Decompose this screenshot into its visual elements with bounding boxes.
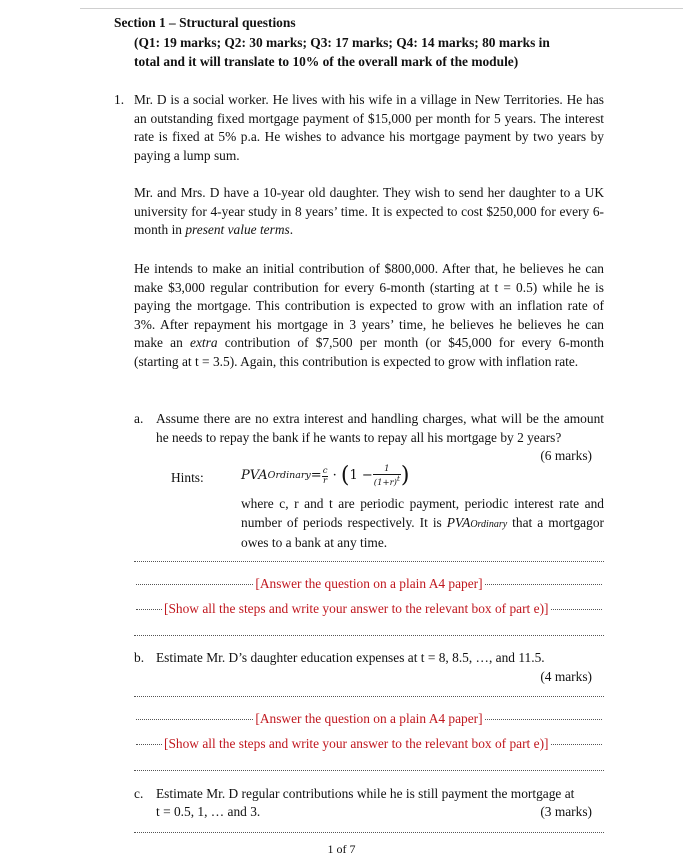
marks-line-1: (Q1: 19 marks; Q2: 30 marks; Q3: 17 marks; Q4: 14 marks; 80 marks in <box>134 35 550 50</box>
marks-line-2: total and it will translate to 10% of the overall mark of the module) <box>134 54 519 69</box>
part-b-marks: (4 marks) <box>540 669 592 684</box>
question-paragraph-3: He intends to make an initial contribution of $800,000. After that, he believes he can make $3,000 regular contribution for every 6-month (starting at t = 0.5) while he is paying the mortgage. This contribution is expected to grow with an inflation rate of 3%. After repayment his mortgage in 3 years’ time, he believes he believes he can make an extra contribution of $7,500 per month (or $45,000 for every 6-month (starting at t = 3.5). Again, this contribution is expected to grow with inflation rate. <box>134 261 604 369</box>
part-a-text: Assume there are no extra interest and handling charges, what will be the amount he needs to repay the bank if he wants to repay all his mortgage by 2 years? <box>156 411 604 445</box>
answer-line <box>134 635 604 636</box>
section-title: Section 1 – Structural questions <box>114 15 296 30</box>
question-paragraph-2: Mr. and Mrs. D have a 10-year old daughter. They wish to send her daughter to a UK university for 4-year study in 8 years’ time. It is expected to cost $250,000 for every 6-month in present value terms. <box>134 185 604 238</box>
answer-line <box>134 561 604 562</box>
part-c-text-line-2: t = 0.5, 1, … and 3. <box>156 804 261 819</box>
answer-line <box>134 832 604 833</box>
hint-explanation: where c, r and t are periodic payment, periodic interest rate and number of periods respectively. It is PVAOrdinary that a mortgagor owes to a bank at any time. <box>241 496 604 551</box>
part-c-label: c. <box>134 786 144 801</box>
part-c-marks: (3 marks) <box>540 804 592 819</box>
part-a-label: a. <box>134 411 144 426</box>
answer-line <box>134 696 604 697</box>
hints-label: Hints: <box>171 470 204 485</box>
question-paragraph-1: Mr. D is a social worker. He lives with his wife in a village in New Territories. He has an outstanding fixed mortgage payment of $15,000 per month for 5 years. The interest rate is fixed at 5% p.a. He wishes to advance his mortgage payment by two years by paying a lump sum. <box>134 92 604 163</box>
part-b-text: Estimate Mr. D’s daughter education expenses at t = 8, 8.5, …, and 11.5. <box>156 650 545 665</box>
page-number: 1 of 7 <box>327 842 356 856</box>
question-number: 1. <box>114 92 125 107</box>
steps-instruction-line: [Show all the steps and write your answer to the relevant box of part e)] <box>134 600 604 619</box>
page-top-border <box>80 8 683 9</box>
part-b-label: b. <box>134 650 145 665</box>
steps-instruction-line: [Show all the steps and write your answer to the relevant box of part e)] <box>134 735 604 754</box>
answer-instruction-line: [Answer the question on a plain A4 paper] <box>134 575 604 594</box>
answer-instruction-line: [Answer the question on a plain A4 paper] <box>134 710 604 729</box>
pva-formula: PVA Ordinary = $\frac{c}{r}$ · ( 1 − $\frac{1}{(1+r)^t}$ ) <box>241 462 410 488</box>
part-c-text-line-1: Estimate Mr. D regular contributions while he is still payment the mortgage at <box>156 786 575 801</box>
part-a-marks: (6 marks) <box>540 448 592 463</box>
answer-line <box>134 770 604 771</box>
